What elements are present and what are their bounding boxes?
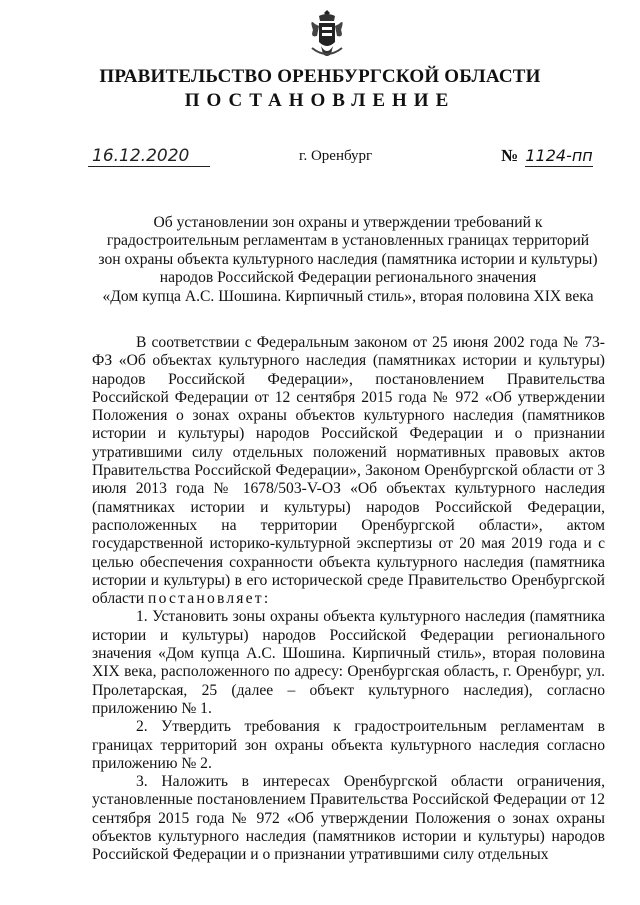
title-line: народов Российской Федерации регионального значения	[159, 269, 537, 287]
organization-name: ПРАВИТЕЛЬСТВО ОРЕНБУРГСКОЙ ОБЛАСТИ	[99, 66, 541, 87]
title-line: зон охраны объекта культурного наследия (памятника истории и культуры)	[98, 250, 598, 268]
document-title	[88, 214, 608, 306]
title-line: градостроительным регламентам в установленных границах территорий	[106, 232, 590, 250]
document-city: г. Оренбург	[299, 148, 373, 164]
coat-of-arms-icon	[307, 8, 347, 60]
preamble-paragraph	[92, 334, 605, 608]
title-line: Об установлении зон охраны и утверждении требований к	[153, 214, 543, 231]
item-2: 2. Утвердить требования к градостроительным регламентам в границах территорий зон охраны объекта культурного наследия согласно приложению № 2.	[92, 718, 605, 772]
document-number	[501, 146, 593, 167]
preamble-text: В соответствии с Федеральным законом от 25 июня 2002 года № 73-ФЗ «Об объектах культурного наследия (памятниках истории и культуры) народов Российской Федерации», постановлением Правительства Российской Федерации от 12 сентября 2015 года № 972 «Об утверждении Положения о зонах охраны объектов культурного наследия (памятников истории и культуры) народов Российской Федерации и о признании утратившими силу отдельных положений нормативных правовых актов Правительства Российской Федерации», Законом Оренбургской области от 3 июля 2013 года № 1678/503-V-ОЗ «Об объектах культурного наследия (памятниках истории и культуры) народов Российской Федерации, расположенных на территории Оренбургской области», актом государственной историко-культурной экспертизы от 20 мая 2019 года и с целью обеспечения сохранности объекта культурного наследия (памятника истории и культуры) в его исторической среде Правительство Оренбургской области	[92, 334, 605, 608]
number-prefix: №	[501, 146, 519, 165]
document-type: ПОСТАНОВЛЕНИЕ	[184, 90, 456, 111]
item-1: 1. Установить зоны охраны объекта культурного наследия (памятника истории и культуры) народов Российской Федерации регионального значения «Дом купца А.С. Шошина. Кирпичный стиль», вторая половина XIX века, расположенного по адресу: Оренбургская область, г. Оренбург, ул. Пролетарская, 25 (далее – объект культурного наследия), согласно приложению № 1.	[92, 608, 605, 717]
resolves-word: постановляет:	[148, 590, 271, 608]
document-body	[92, 334, 605, 865]
document-date: 16.12.2020	[88, 146, 210, 167]
item-3: 3. Наложить в интересах Оренбургской области ограничения, установленные постановлением Правительства Российской Федерации от 12 сентября 2015 года № 972 «Об утверждении Положения о зонах охраны объектов культурного наследия (памятников истории и культуры) народов Российской Федерации и о признании утратившими силу отдельных	[92, 773, 605, 864]
number-value: 1124-пп	[525, 146, 593, 165]
title-line: «Дом купца А.С. Шошина. Кирпичный стиль», вторая половина XIX века	[102, 287, 594, 305]
